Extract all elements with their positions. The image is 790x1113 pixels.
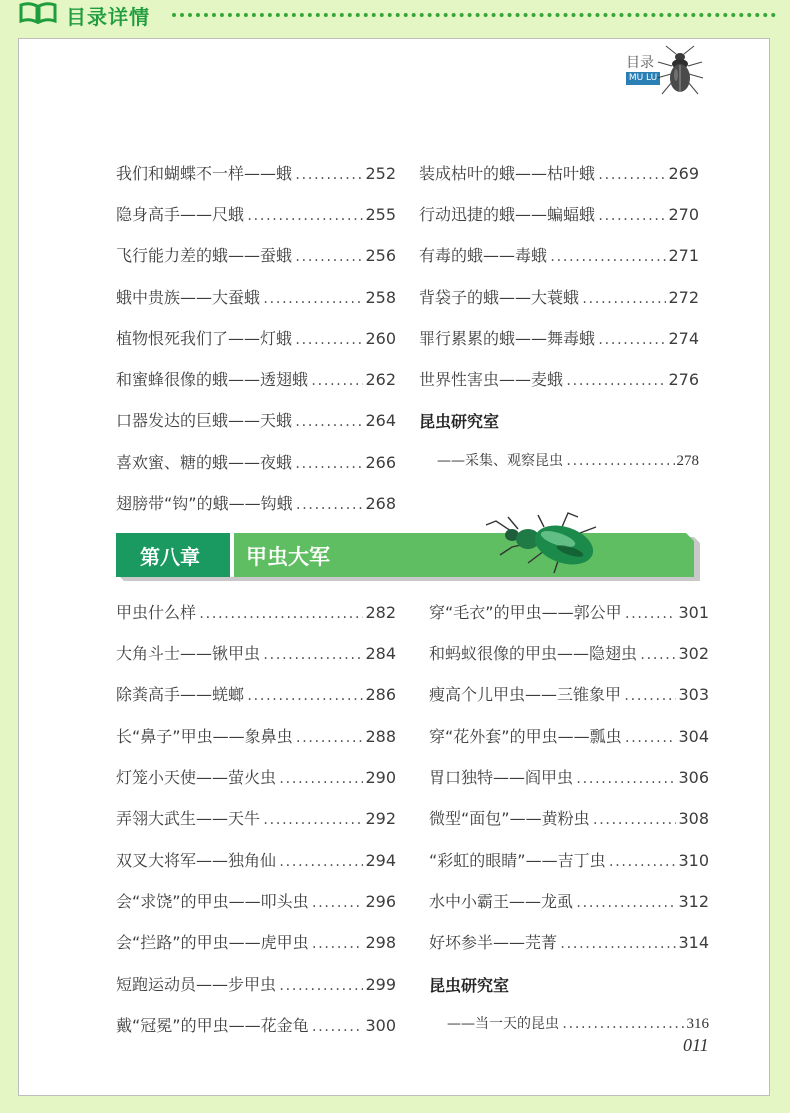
entry-title: 喜欢蜜、糖的蛾——夜蛾	[116, 453, 293, 472]
dot-leader	[624, 731, 677, 745]
entry-page: 306	[678, 768, 709, 787]
dot-leader	[294, 333, 363, 347]
toc-entry[interactable]	[116, 161, 396, 183]
toc-entry[interactable]	[419, 161, 699, 183]
dot-leader	[262, 648, 363, 662]
entry-title: ——采集、观察昆虫	[437, 453, 563, 469]
entry-page: 278	[676, 453, 699, 469]
toc-entry[interactable]	[429, 930, 709, 952]
dot-leader	[294, 250, 363, 264]
dot-leader	[278, 772, 363, 786]
entry-title: 弄翎大武生——天牛	[116, 809, 261, 828]
entry-title: 翅膀带“钩”的蛾——钩蛾	[116, 494, 293, 513]
toc-entry[interactable]	[116, 1013, 396, 1035]
toc-entry[interactable]	[116, 202, 396, 224]
entry-page: 303	[678, 685, 709, 704]
toc-entry[interactable]	[419, 367, 699, 389]
entry-page: 300	[365, 1016, 396, 1035]
entry-title: 好坏参半——芫菁	[429, 933, 558, 952]
chapter-title: 甲虫大军	[246, 544, 330, 569]
toc-entry[interactable]	[116, 285, 396, 307]
lab-heading: 昆虫研究室	[419, 412, 500, 431]
entry-page: 286	[365, 685, 396, 704]
entry-title: 微型“面包”——黄粉虫	[429, 809, 590, 828]
page-header	[0, 0, 790, 30]
dot-leader	[575, 772, 676, 786]
entry-page: 294	[365, 851, 396, 870]
toc-entry[interactable]	[116, 724, 396, 746]
entry-page: 316	[686, 1016, 709, 1032]
dot-leader	[597, 333, 666, 347]
dot-leader	[278, 979, 363, 993]
entry-page: 264	[365, 411, 396, 430]
entry-title: 短跑运动员——步甲虫	[116, 975, 277, 994]
toc-entry[interactable]	[429, 889, 709, 911]
entry-title: 我们和蝴蝶不一样——蛾	[116, 164, 293, 183]
entry-title: 世界性害虫——麦蛾	[419, 370, 564, 389]
toc-entry[interactable]	[437, 450, 699, 472]
toc-entry[interactable]	[116, 450, 396, 472]
dot-leader	[549, 250, 666, 264]
entry-page: 310	[678, 851, 709, 870]
dot-leader	[639, 648, 676, 662]
toc-entry[interactable]	[116, 972, 396, 994]
toc-entry[interactable]	[116, 408, 396, 430]
entry-page: 258	[365, 288, 396, 307]
entry-page: 288	[365, 727, 396, 746]
entry-page: 304	[678, 727, 709, 746]
entry-page: 314	[678, 933, 709, 952]
entry-page: 256	[365, 246, 396, 265]
entry-page: 270	[668, 205, 699, 224]
entry-title: 穿“毛衣”的甲虫——郭公甲	[429, 603, 622, 622]
entry-title: 飞行能力差的蛾——蚕蛾	[116, 246, 293, 265]
toc-entry[interactable]	[429, 600, 709, 622]
entry-title: 隐身高手——尺蛾	[116, 205, 245, 224]
header-dotted-rule	[172, 13, 776, 17]
toc-entry[interactable]	[419, 202, 699, 224]
entry-title: 会“求饶”的甲虫——叩头虫	[116, 892, 309, 911]
entry-title: 双叉大将军——独角仙	[116, 851, 277, 870]
chapter-banner	[98, 497, 700, 581]
entry-title: 和蜜蜂很像的蛾——透翅蛾	[116, 370, 309, 389]
toc-entry[interactable]	[429, 806, 709, 828]
dot-leader	[294, 168, 363, 182]
entry-title: “彩虹的眼睛”——吉丁虫	[429, 851, 606, 870]
entry-title: 水中小霸王——龙虱	[429, 892, 574, 911]
dot-leader	[559, 937, 676, 951]
entry-page: 252	[365, 164, 396, 183]
beetle-icon	[654, 44, 706, 98]
toc-entry[interactable]	[116, 641, 396, 663]
chapter-number: 第八章	[140, 545, 200, 569]
entry-title: 行动迅捷的蛾——蝙蝠蛾	[419, 205, 596, 224]
dot-leader	[246, 689, 363, 703]
dot-leader	[561, 1017, 685, 1031]
entry-page: 292	[365, 809, 396, 828]
entry-title: 胃口独特——阎甲虫	[429, 768, 574, 787]
dot-leader	[565, 454, 675, 468]
entry-title: 甲虫什么样	[116, 603, 197, 622]
entry-page: 308	[678, 809, 709, 828]
toc-entry[interactable]	[116, 806, 396, 828]
dot-leader	[311, 937, 364, 951]
toc-entry[interactable]	[429, 682, 709, 704]
entry-title: 长“鼻子”甲虫——象鼻虫	[116, 727, 293, 746]
entry-title: 蛾中贵族——大蚕蛾	[116, 288, 261, 307]
dot-leader	[624, 607, 677, 621]
entry-page: 290	[365, 768, 396, 787]
entry-title: 戴“冠冕”的甲虫——花金龟	[116, 1016, 309, 1035]
entry-page: 282	[365, 603, 396, 622]
entry-page: 255	[365, 205, 396, 224]
toc-entry[interactable]	[116, 848, 396, 870]
dot-leader	[597, 168, 666, 182]
entry-page: 260	[365, 329, 396, 348]
toc-entry[interactable]	[116, 930, 396, 952]
dot-leader	[565, 374, 666, 388]
entry-title: 穿“花外套”的甲虫——瓢虫	[429, 727, 622, 746]
toc-entry[interactable]	[116, 889, 396, 911]
entry-title: 装成枯叶的蛾——枯叶蛾	[419, 164, 596, 183]
entry-page: 274	[668, 329, 699, 348]
entry-page: 301	[678, 603, 709, 622]
dot-leader	[597, 209, 666, 223]
entry-title: 和蚂蚁很像的甲虫——隐翅虫	[429, 644, 638, 663]
entry-page: 262	[365, 370, 396, 389]
toc-entry[interactable]	[116, 682, 396, 704]
entry-title: ——当一天的昆虫	[447, 1016, 559, 1032]
entry-page: 296	[365, 892, 396, 911]
entry-page: 272	[668, 288, 699, 307]
entry-title: 灯笼小天使——萤火虫	[116, 768, 277, 787]
dot-leader	[310, 374, 363, 388]
entry-title: 瘦高个儿甲虫——三锥象甲	[429, 685, 622, 704]
dot-leader	[623, 689, 676, 703]
lab-heading: 昆虫研究室	[429, 976, 510, 995]
toc-entry[interactable]	[429, 724, 709, 746]
toc-entry[interactable]	[419, 326, 699, 348]
dot-leader	[575, 896, 676, 910]
mulu-label: 目录	[626, 55, 654, 71]
toc-entry[interactable]	[419, 285, 699, 307]
header-title: 目录详情	[66, 5, 150, 29]
entry-title: 有毒的蛾——毒蛾	[419, 246, 548, 265]
toc-entry[interactable]	[419, 243, 699, 265]
entry-title: 背袋子的蛾——大蓑蛾	[419, 288, 580, 307]
dot-leader	[608, 855, 677, 869]
toc-entry[interactable]	[116, 765, 396, 787]
toc-entry[interactable]	[429, 765, 709, 787]
dot-leader	[592, 813, 677, 827]
entry-page: 268	[365, 494, 396, 513]
dot-leader	[311, 1020, 364, 1034]
toc-entry[interactable]	[116, 367, 396, 389]
entry-title: 植物恨死我们了——灯蛾	[116, 329, 293, 348]
toc-entry[interactable]	[429, 641, 709, 663]
entry-title: 罪行累累的蛾——舞毒蛾	[419, 329, 596, 348]
dot-leader	[295, 731, 364, 745]
entry-page: 271	[668, 246, 699, 265]
entry-page: 266	[365, 453, 396, 472]
toc-entry[interactable]	[116, 243, 396, 265]
toc-entry[interactable]	[116, 600, 396, 622]
entry-title: 除粪高手——蜣螂	[116, 685, 245, 704]
entry-page: 299	[365, 975, 396, 994]
entry-page: 312	[678, 892, 709, 911]
toc-entry[interactable]	[116, 326, 396, 348]
entry-page: 269	[668, 164, 699, 183]
dot-leader	[294, 415, 363, 429]
entry-title: 大角斗士——锹甲虫	[116, 644, 261, 663]
entry-title: 会“拦路”的甲虫——虎甲虫	[116, 933, 309, 952]
dot-leader	[294, 457, 363, 471]
entry-page: 302	[678, 644, 709, 663]
mulu-badge: MU LU	[626, 72, 660, 85]
open-book-icon	[18, 2, 58, 24]
entry-page: 298	[365, 933, 396, 952]
entry-page: 276	[668, 370, 699, 389]
dot-leader	[311, 896, 364, 910]
entry-title: 口器发达的巨蛾——天蛾	[116, 411, 293, 430]
entry-page: 284	[365, 644, 396, 663]
page-number: 011	[683, 1035, 709, 1055]
dot-leader	[278, 855, 363, 869]
dot-leader	[246, 209, 363, 223]
dot-leader	[262, 813, 363, 827]
dot-leader	[262, 292, 363, 306]
toc-entry[interactable]	[447, 1013, 709, 1035]
dot-leader	[198, 607, 363, 621]
toc-entry[interactable]	[429, 848, 709, 870]
dot-leader	[581, 292, 666, 306]
